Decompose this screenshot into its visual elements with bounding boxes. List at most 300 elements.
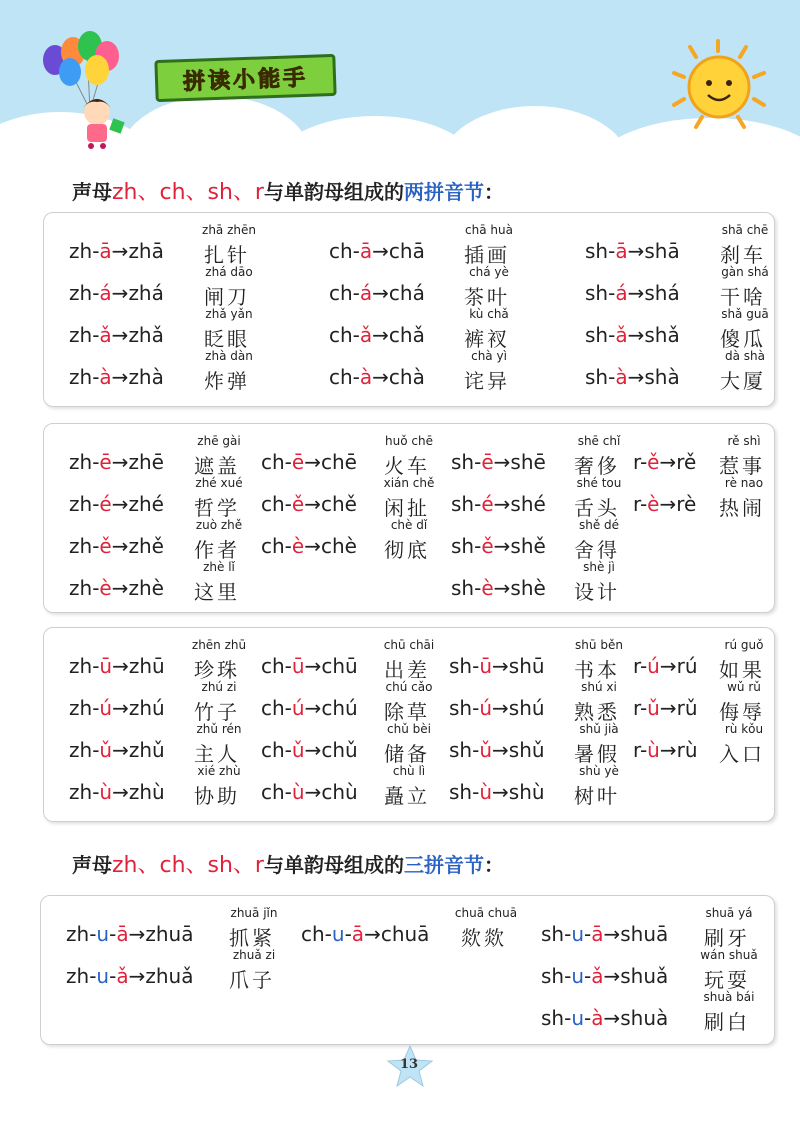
result-syllable: shě [510,534,546,558]
heading-highlight: 三拼音节 [403,853,484,877]
result-syllable: shē [510,450,546,474]
final-vowel: á [99,281,112,305]
spelling-formula: ch-ù→chù [261,780,358,804]
medial: u [331,922,345,946]
heading-middle: 与单韵母组成的 [263,180,404,204]
final-vowel: ù [99,780,113,804]
spelling-formula: zh-ū→zhū [69,654,165,678]
final-vowel: ù [479,780,493,804]
final-vowel: ú [291,696,305,720]
example-word: 入口 [719,742,765,766]
initial: zh [69,654,93,678]
word-pinyin: shù yè [579,764,619,778]
initial: zh [69,450,93,474]
result-syllable: chě [320,492,357,516]
word-pinyin: shā chē [721,223,769,237]
initial: sh [585,239,609,263]
spelling-formula: ch-ē→chē [261,450,357,474]
result-syllable: shú [508,696,545,720]
final-vowel: è [481,576,494,600]
spelling-formula: zh-è→zhè [69,576,164,600]
word-pinyin: xián chě [383,476,435,490]
example-word: 出差 [384,658,430,682]
heading-middle: 与单韵母组成的 [263,853,404,877]
final-vowel: ū [479,654,493,678]
example-word: 热闹 [719,496,765,520]
initial: ch [329,365,353,389]
spelling-formula: sh-ǎ→shǎ [585,323,680,347]
example-word: 干啥 [720,285,766,309]
medial: u [571,922,585,946]
spelling-formula: sh-ù→shù [449,780,545,804]
word-pinyin: xié zhù [197,764,241,778]
result-syllable: shé [510,492,546,516]
result-syllable: chà [388,365,425,389]
heading-colon: ： [483,180,504,204]
example-word: 设计 [574,580,620,604]
final-vowel: ǎ [591,964,604,988]
example-word: 抓紧 [229,926,275,950]
initial: sh [451,576,475,600]
final-vowel: ǔ [647,696,660,720]
result-syllable: rè [676,492,697,516]
final-vowel: à [591,1006,604,1030]
example-word: 裤衩 [464,327,510,351]
example-word: 炸弹 [204,369,250,393]
initial: ch [301,922,325,946]
spelling-formula: ch-ě→chě [261,492,357,516]
spelling-formula: zh-ǎ→zhǎ [69,323,164,347]
example-word: 闸刀 [204,285,250,309]
initial: zh [69,534,93,558]
final-vowel: é [99,492,112,516]
example-word: 眨眼 [204,327,250,351]
initial: sh [585,323,609,347]
result-syllable: shǔ [508,738,545,762]
page-title: 拼读小能手 [182,65,309,95]
final-vowel: ū [291,654,305,678]
example-word: 除草 [384,700,430,724]
final-vowel: ā [591,922,604,946]
initial: ch [329,281,353,305]
result-syllable: chù [321,780,358,804]
example-word: 傻瓜 [720,327,766,351]
heading-prefix: 声母 [72,853,112,877]
two-syllable-heading [72,175,504,206]
spelling-formula: zh-ě→zhě [69,534,164,558]
example-word: 主人 [194,742,240,766]
medial: u [96,964,110,988]
word-pinyin: zhuǎ zi [232,948,276,962]
word-pinyin: chà yì [471,349,507,363]
final-vowel: ú [479,696,493,720]
final-vowel: ǎ [99,323,112,347]
page-number-badge [385,1044,435,1088]
spelling-formula: zh-ā→zhā [69,239,164,263]
final-vowel: ā [359,239,373,263]
example-word: 竹子 [194,700,240,724]
spelling-formula: sh-ē→shē [451,450,546,474]
word-pinyin: rè nao [724,476,764,490]
initial: sh [541,964,565,988]
medial: u [571,1006,585,1030]
word-pinyin: shú xi [581,680,617,694]
initial: zh [69,696,93,720]
word-pinyin: shuā yá [705,906,753,920]
example-word: 茶叶 [464,285,510,309]
final-vowel: ǔ [291,738,305,762]
initial: ch [261,654,285,678]
example-word: 珍珠 [194,658,240,682]
word-pinyin: shé tou [576,476,622,490]
initial: sh [449,780,473,804]
final-vowel: ǔ [479,738,493,762]
word-pinyin: dà shà [725,349,765,363]
word-pinyin: rù kǒu [724,722,764,736]
final-vowel: è [291,534,305,558]
panel-u-syllables [43,627,775,822]
example-word: 插画 [464,243,510,267]
example-word: 惹事 [719,454,765,478]
example-word: 刷牙 [704,926,750,950]
result-syllable: shà [644,365,680,389]
spelling-formula: zh-ú→zhú [69,696,165,720]
result-syllable: rú [676,654,698,678]
initial: sh [585,365,609,389]
spelling-formula: sh-ū→shū [449,654,545,678]
example-word: 作者 [194,538,240,562]
section-title-banner [154,54,336,102]
spelling-formula: zh-ǔ→zhǔ [69,738,165,762]
spelling-formula: sh-ǔ→shǔ [449,738,545,762]
initial: sh [449,654,473,678]
result-syllable: zhè [128,576,164,600]
spelling-formula: r-ú→rú [633,654,698,678]
example-word: 这里 [194,580,240,604]
initial: sh [449,696,473,720]
spelling-formula: zh-à→zhà [69,365,164,389]
example-word: 刹车 [720,243,766,267]
word-pinyin: shǎ guā [721,307,769,321]
word-pinyin: kù chǎ [469,307,509,321]
spelling-formula: zh-é→zhé [69,492,164,516]
spelling-formula: ch-á→chá [329,281,425,305]
final-vowel: è [647,492,660,516]
example-word: 如果 [719,658,765,682]
result-syllable: shá [644,281,680,305]
final-vowel: à [359,365,373,389]
word-pinyin: chǔ bèi [387,722,431,736]
final-vowel: ē [99,450,112,474]
spelling-formula: ch-à→chà [329,365,425,389]
spelling-formula: r-ě→rě [633,450,697,474]
spelling-formula: ch-ǔ→chǔ [261,738,358,762]
result-syllable: zhě [128,534,164,558]
example-word: 扎针 [204,243,250,267]
spelling-formula: zh-á→zhá [69,281,164,305]
spelling-formula: r-ǔ→rǔ [633,696,698,720]
final-vowel: ǔ [99,738,113,762]
result-syllable: zhú [128,696,165,720]
initial: zh [69,281,93,305]
word-pinyin: shǔ jià [579,722,619,736]
result-syllable: rǔ [676,696,698,720]
spelling-formula: sh-u-à→shuà [541,1006,669,1030]
final-vowel: ā [351,922,365,946]
spelling-formula: sh-ā→shā [585,239,680,263]
final-vowel: ā [116,922,129,946]
initial: zh [69,239,93,263]
panel-ua-syllables [40,895,775,1045]
word-pinyin: zhǎ yǎn [205,307,253,321]
final-vowel: á [615,281,628,305]
word-pinyin: zhuā jǐn [230,906,278,920]
word-pinyin: shū běn [575,638,623,652]
word-pinyin: chū chāi [383,638,435,652]
word-pinyin: chú cǎo [385,680,433,694]
initial: zh [66,922,90,946]
initial: ch [329,323,353,347]
word-pinyin: zhē gài [197,434,241,448]
spelling-formula: sh-è→shè [451,576,546,600]
initial: ch [261,780,285,804]
word-pinyin: zhǔ rén [196,722,242,736]
initial: zh [69,365,93,389]
final-vowel: é [481,492,494,516]
heading-initials: zh、ch、sh、r [112,853,264,878]
initial: sh [585,281,609,305]
word-pinyin: huǒ chē [385,434,433,448]
example-word: 暑假 [574,742,620,766]
initial: ch [261,738,285,762]
panel-e-syllables [43,423,775,613]
word-pinyin: chā huà [465,223,513,237]
final-vowel: ǎ [116,964,129,988]
page-number: 13 [399,1057,419,1072]
final-vowel: ù [647,738,660,762]
spelling-formula: ch-è→chè [261,534,357,558]
initial: sh [449,738,473,762]
spelling-formula: sh-u-ā→shuā [541,922,669,946]
example-word: 大厦 [720,369,766,393]
initial: r [633,450,640,474]
initial: r [633,654,640,678]
word-pinyin: chuā chuā [454,906,518,920]
final-vowel: ú [99,696,113,720]
spelling-formula: sh-u-ǎ→shuǎ [541,964,669,988]
result-syllable: shuǎ [620,964,669,988]
initial: r [633,696,640,720]
final-vowel: ě [647,450,660,474]
word-pinyin: zhēn zhū [191,638,247,652]
final-vowel: ū [99,654,113,678]
initial: ch [329,239,353,263]
result-syllable: chā [388,239,425,263]
final-vowel: ě [481,534,494,558]
example-word: 储备 [384,742,430,766]
result-syllable: shuā [620,922,669,946]
word-pinyin: shuà bái [703,990,755,1004]
result-syllable: zhuā [145,922,194,946]
result-syllable: chú [321,696,358,720]
spelling-formula: zh-ē→zhē [69,450,164,474]
word-pinyin: wán shuǎ [700,948,758,962]
result-syllable: zhù [128,780,165,804]
example-word: 舍得 [574,538,620,562]
word-pinyin: shè jì [583,560,615,574]
heading-colon: ： [483,853,504,877]
final-vowel: ē [481,450,494,474]
final-vowel: ē [291,450,305,474]
initial: sh [541,1006,565,1030]
initial: ch [261,534,285,558]
result-syllable: chá [388,281,425,305]
result-syllable: zhuǎ [145,964,194,988]
example-word: 火车 [384,454,430,478]
heading-initials: zh、ch、sh、r [112,180,264,205]
example-word: 欻欻 [461,926,507,950]
spelling-formula: ch-ú→chú [261,696,358,720]
initial: ch [261,696,285,720]
final-vowel: ā [615,239,628,263]
result-syllable: zhǎ [128,323,164,347]
initial: zh [69,576,93,600]
final-vowel: à [99,365,112,389]
word-pinyin: chá yè [469,265,509,279]
heading-prefix: 声母 [72,180,112,204]
word-pinyin: gàn shá [721,265,769,279]
result-syllable: chē [320,450,357,474]
final-vowel: á [359,281,373,305]
word-pinyin: chù lì [392,764,426,778]
initial: zh [69,323,93,347]
initial: sh [451,534,475,558]
initial: ch [261,492,285,516]
spelling-formula: ch-ū→chū [261,654,358,678]
spelling-formula: ch-u-ā→chuā [301,922,430,946]
result-syllable: rù [676,738,698,762]
example-word: 彻底 [384,538,430,562]
word-pinyin: rú guǒ [724,638,764,652]
initial: sh [541,922,565,946]
example-word: 树叶 [574,784,620,808]
initial: r [633,738,640,762]
final-vowel: ě [291,492,305,516]
result-syllable: chè [320,534,357,558]
result-syllable: chū [321,654,358,678]
example-word: 哲学 [194,496,240,520]
result-syllable: zhē [128,450,164,474]
result-syllable: shā [644,239,680,263]
initial: zh [69,780,93,804]
spelling-formula: zh-u-ā→zhuā [66,922,194,946]
medial: u [96,922,110,946]
word-pinyin: shē chǐ [577,434,621,448]
example-word: 书本 [574,658,620,682]
initial: zh [69,738,93,762]
final-vowel: ǎ [359,323,373,347]
spelling-formula: ch-ā→chā [329,239,425,263]
spelling-formula: sh-ú→shú [449,696,545,720]
result-syllable: zhá [128,281,164,305]
spelling-formula: r-ù→rù [633,738,698,762]
example-word: 玩耍 [704,968,750,992]
medial: u [571,964,585,988]
result-syllable: shè [510,576,546,600]
three-syllable-heading [72,848,504,879]
spelling-formula: ch-ǎ→chǎ [329,323,425,347]
example-word: 舌头 [574,496,620,520]
result-syllable: shuà [620,1006,669,1030]
example-word: 刷白 [704,1010,750,1034]
spelling-formula: sh-à→shà [585,365,680,389]
result-syllable: zhǔ [128,738,165,762]
word-pinyin: zuò zhě [195,518,243,532]
result-syllable: zhā [128,239,164,263]
result-syllable: zhé [128,492,164,516]
result-syllable: rě [676,450,697,474]
initial: zh [69,492,93,516]
result-syllable: chuā [380,922,430,946]
word-pinyin: zhè lǐ [203,560,235,574]
word-pinyin: rě shì [727,434,761,448]
spelling-formula: sh-é→shé [451,492,546,516]
initial: ch [261,450,285,474]
final-vowel: è [99,576,112,600]
panel-a-syllables [43,212,775,407]
example-word: 诧异 [464,369,510,393]
example-word: 闲扯 [384,496,430,520]
result-syllable: chǎ [388,323,425,347]
final-vowel: ā [99,239,112,263]
result-syllable: shǎ [644,323,680,347]
word-pinyin: zhà dàn [205,349,253,363]
example-word: 矗立 [384,784,430,808]
example-word: 爪子 [229,968,275,992]
initial: zh [66,964,90,988]
word-pinyin: zhú zi [201,680,237,694]
result-syllable: shù [508,780,545,804]
balloon-girl-illustration [35,30,145,150]
word-pinyin: zhá dāo [205,265,253,279]
final-vowel: à [615,365,628,389]
word-pinyin: zhé xué [195,476,243,490]
spelling-formula: zh-u-ǎ→zhuǎ [66,964,194,988]
initial: r [633,492,640,516]
example-word: 遮盖 [194,454,240,478]
final-vowel: ě [99,534,112,558]
sun-icon [666,35,771,135]
spelling-formula: sh-ě→shě [451,534,546,558]
word-pinyin: chè dǐ [390,518,428,532]
final-vowel: ú [647,654,660,678]
spelling-formula: sh-á→shá [585,281,680,305]
initial: sh [451,450,475,474]
result-syllable: shū [508,654,545,678]
example-word: 侮辱 [719,700,765,724]
final-vowel: ù [291,780,305,804]
spelling-formula: zh-ù→zhù [69,780,165,804]
word-pinyin: zhā zhēn [202,223,256,237]
final-vowel: ǎ [615,323,628,347]
word-pinyin: wǔ rǔ [727,680,761,694]
example-word: 协助 [194,784,240,808]
initial: sh [451,492,475,516]
result-syllable: chǔ [321,738,358,762]
example-word: 熟悉 [574,700,620,724]
result-syllable: zhū [128,654,165,678]
example-word: 奢侈 [574,454,620,478]
